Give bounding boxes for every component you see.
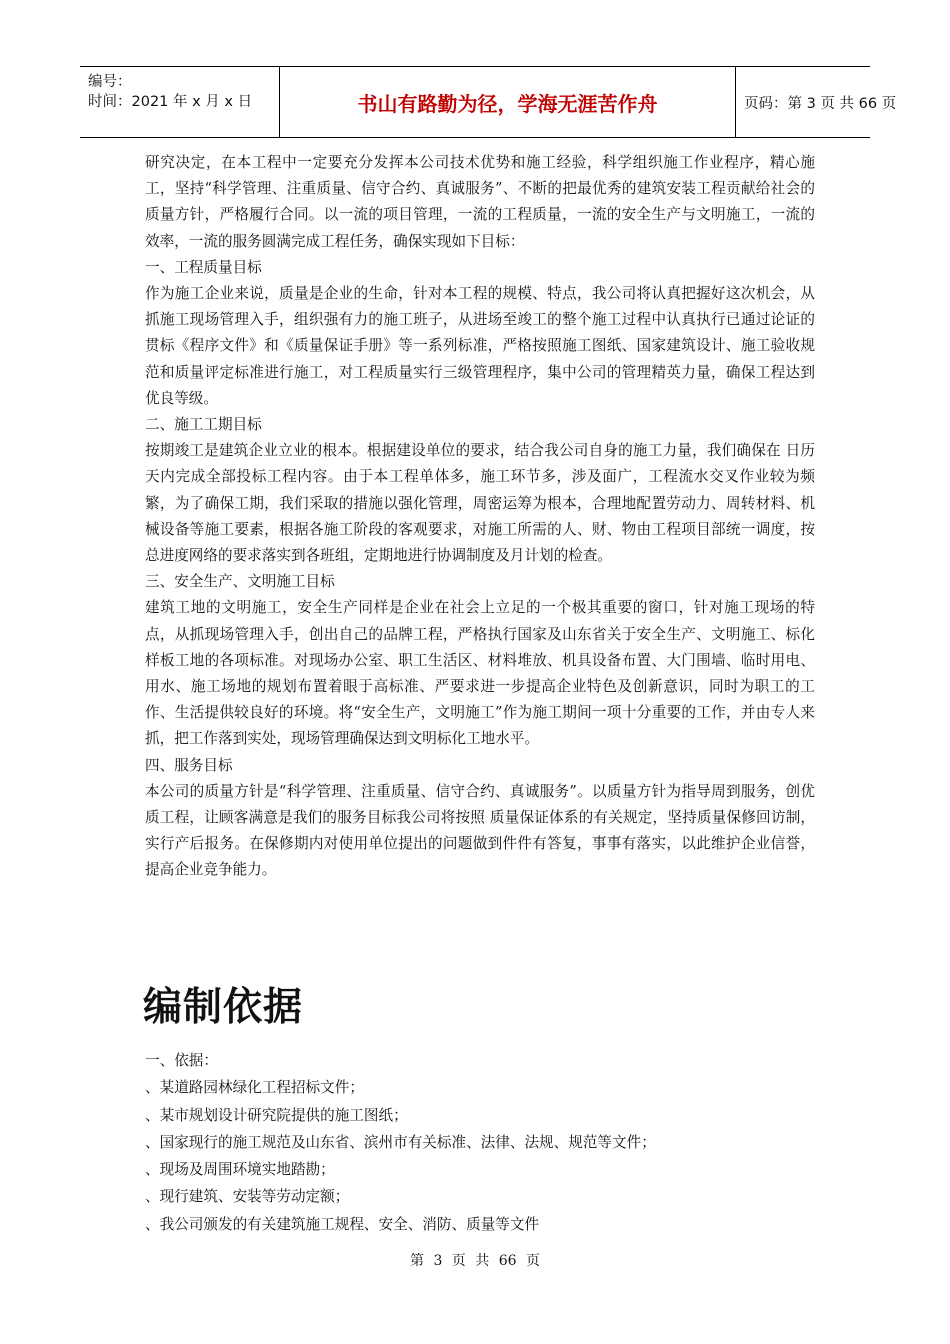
page-info: 页码：第 3 页 共 66 页 (744, 95, 897, 112)
page-header (80, 66, 897, 138)
header-motto-cell (280, 67, 736, 137)
list-item: 、某市规划设计研究院提供的施工图纸； (145, 1106, 408, 1124)
header-meta-cell (80, 67, 280, 137)
section-heading-service: 四、服务目标 (145, 756, 233, 774)
intro-paragraph: 研究决定，在本工程中一定要充分发挥本公司技术优势和施工经验，科学组织施工作业程序，精心施工，坚持“科学管理、注重质量、信守合约、真诚服务”、不断的把最优秀的建筑安装工程贡献给社会的质量方针，严格履行合同。以一流的项目管理，一流的工程质量，一流的安全生产与文明施工，一流的效率，一流的服务圆满完成工程任务，确保实现如下目标： (145, 154, 815, 250)
motto-text: 书山有路勤为径，学海无涯苦作舟 (357, 91, 658, 116)
section-heading-quality: 一、工程质量目标 (145, 258, 262, 276)
quality-paragraph: 作为施工企业来说，质量是企业的生命，针对本工程的规模、特点，我公司将认真把握好这次机会，从抓施工现场管理入手，组织强有力的施工班子，从进场至竣工的整个施工过程中认真执行已通过论证的 贯标《程序文件》和《质量保证手册》等一系列标准，严格按照施工图纸、国家建筑设计、施工验收规范和质量评定标准进行施工，对工程质量实行三级管理程序，集中公司的管理精英力量，确保工程达到优良等级。 (145, 285, 815, 407)
date-line: 时间：2021 年 x 月 x 日 (88, 94, 253, 110)
list-item: 、某道路园林绿化工程招标文件； (145, 1079, 364, 1097)
footer-page-number: 第 3 页 共 66 页 (410, 1253, 540, 1269)
list-item: 、国家现行的施工规范及山东省、滨州市有关标准、法律、法规、规范等文件； (145, 1133, 656, 1151)
list-item: 、现行建筑、安装等劳动定额； (145, 1188, 350, 1206)
list-item: 、现场及周围环境实地踏勘； (145, 1161, 335, 1179)
header-page-cell (736, 67, 897, 137)
list-item: 一、依据： (145, 1052, 218, 1069)
section-title: 编制依据 (143, 985, 304, 1030)
safety-paragraph: 建筑工地的文明施工，安全生产同样是企业在社会上立足的一个极其重要的窗口，针对施工现场的特点，从抓现场管理入手，创出自己的品牌工程，严格执行国家及山东省关于安全生产、文明施工、标化样板工地的各项标准。对现场办公室、职工生活区、材料堆放、机具设备布置、大门围墙、临时用电、用水、施工场地的规划布置着眼于高标准、严要求进一步提高企业特色及创新意识，同时为职工的工作、生活提供较良好的环境。将“安全生产，文明施工”作为施工期间一项十分重要的工作，并由专人来抓，把工作落到实处，现场管理确保达到文明标化工地水平。 (145, 599, 815, 748)
section-heading-schedule: 二、施工工期目标 (145, 416, 262, 434)
service-paragraph: 本公司的质量方针是“科学管理、注重质量、信守合约、真诚服务”。以质量方针为指导周到服务，创优质工程，让顾客满意是我们的服务目标我公司将按照 质量保证体系的有关规定，坚持质量保修回访制，实行产后报务。在保修期内对使用单位提出的问题做到件件有答复，事事有落实，以此维护企业信誉，提高企业竞争能力。 (145, 782, 815, 879)
serial-label: 编号： (88, 74, 132, 90)
basis-list (145, 1047, 656, 1238)
schedule-paragraph: 按期竣工是建筑企业立业的根本。根据建设单位的要求，结合我公司自身的施工力量，我们确保在 日历天内完成全部投标工程内容。由于本工程单体多，施工环节多，涉及面广，工程流水交叉作业较为频繁，为了确保工期，我们采取的措施以强化管理，周密运筹为根本，合理地配置劳动力、周转材料、机械设备等施工要素，根据各施工阶段的客观要求，对施工所需的人、财、物由工程项目部统一调度，按总进度网络的要求落实到各班组，定期地进行协调制度及月计划的检查。 (145, 442, 815, 565)
list-item: 、我公司颁发的有关建筑施工规程、安全、消防、质量等文件 (145, 1215, 540, 1233)
page-footer (0, 1250, 950, 1270)
section-heading-safety: 三、安全生产、文明施工目标 (145, 573, 335, 591)
body-text (145, 150, 815, 884)
